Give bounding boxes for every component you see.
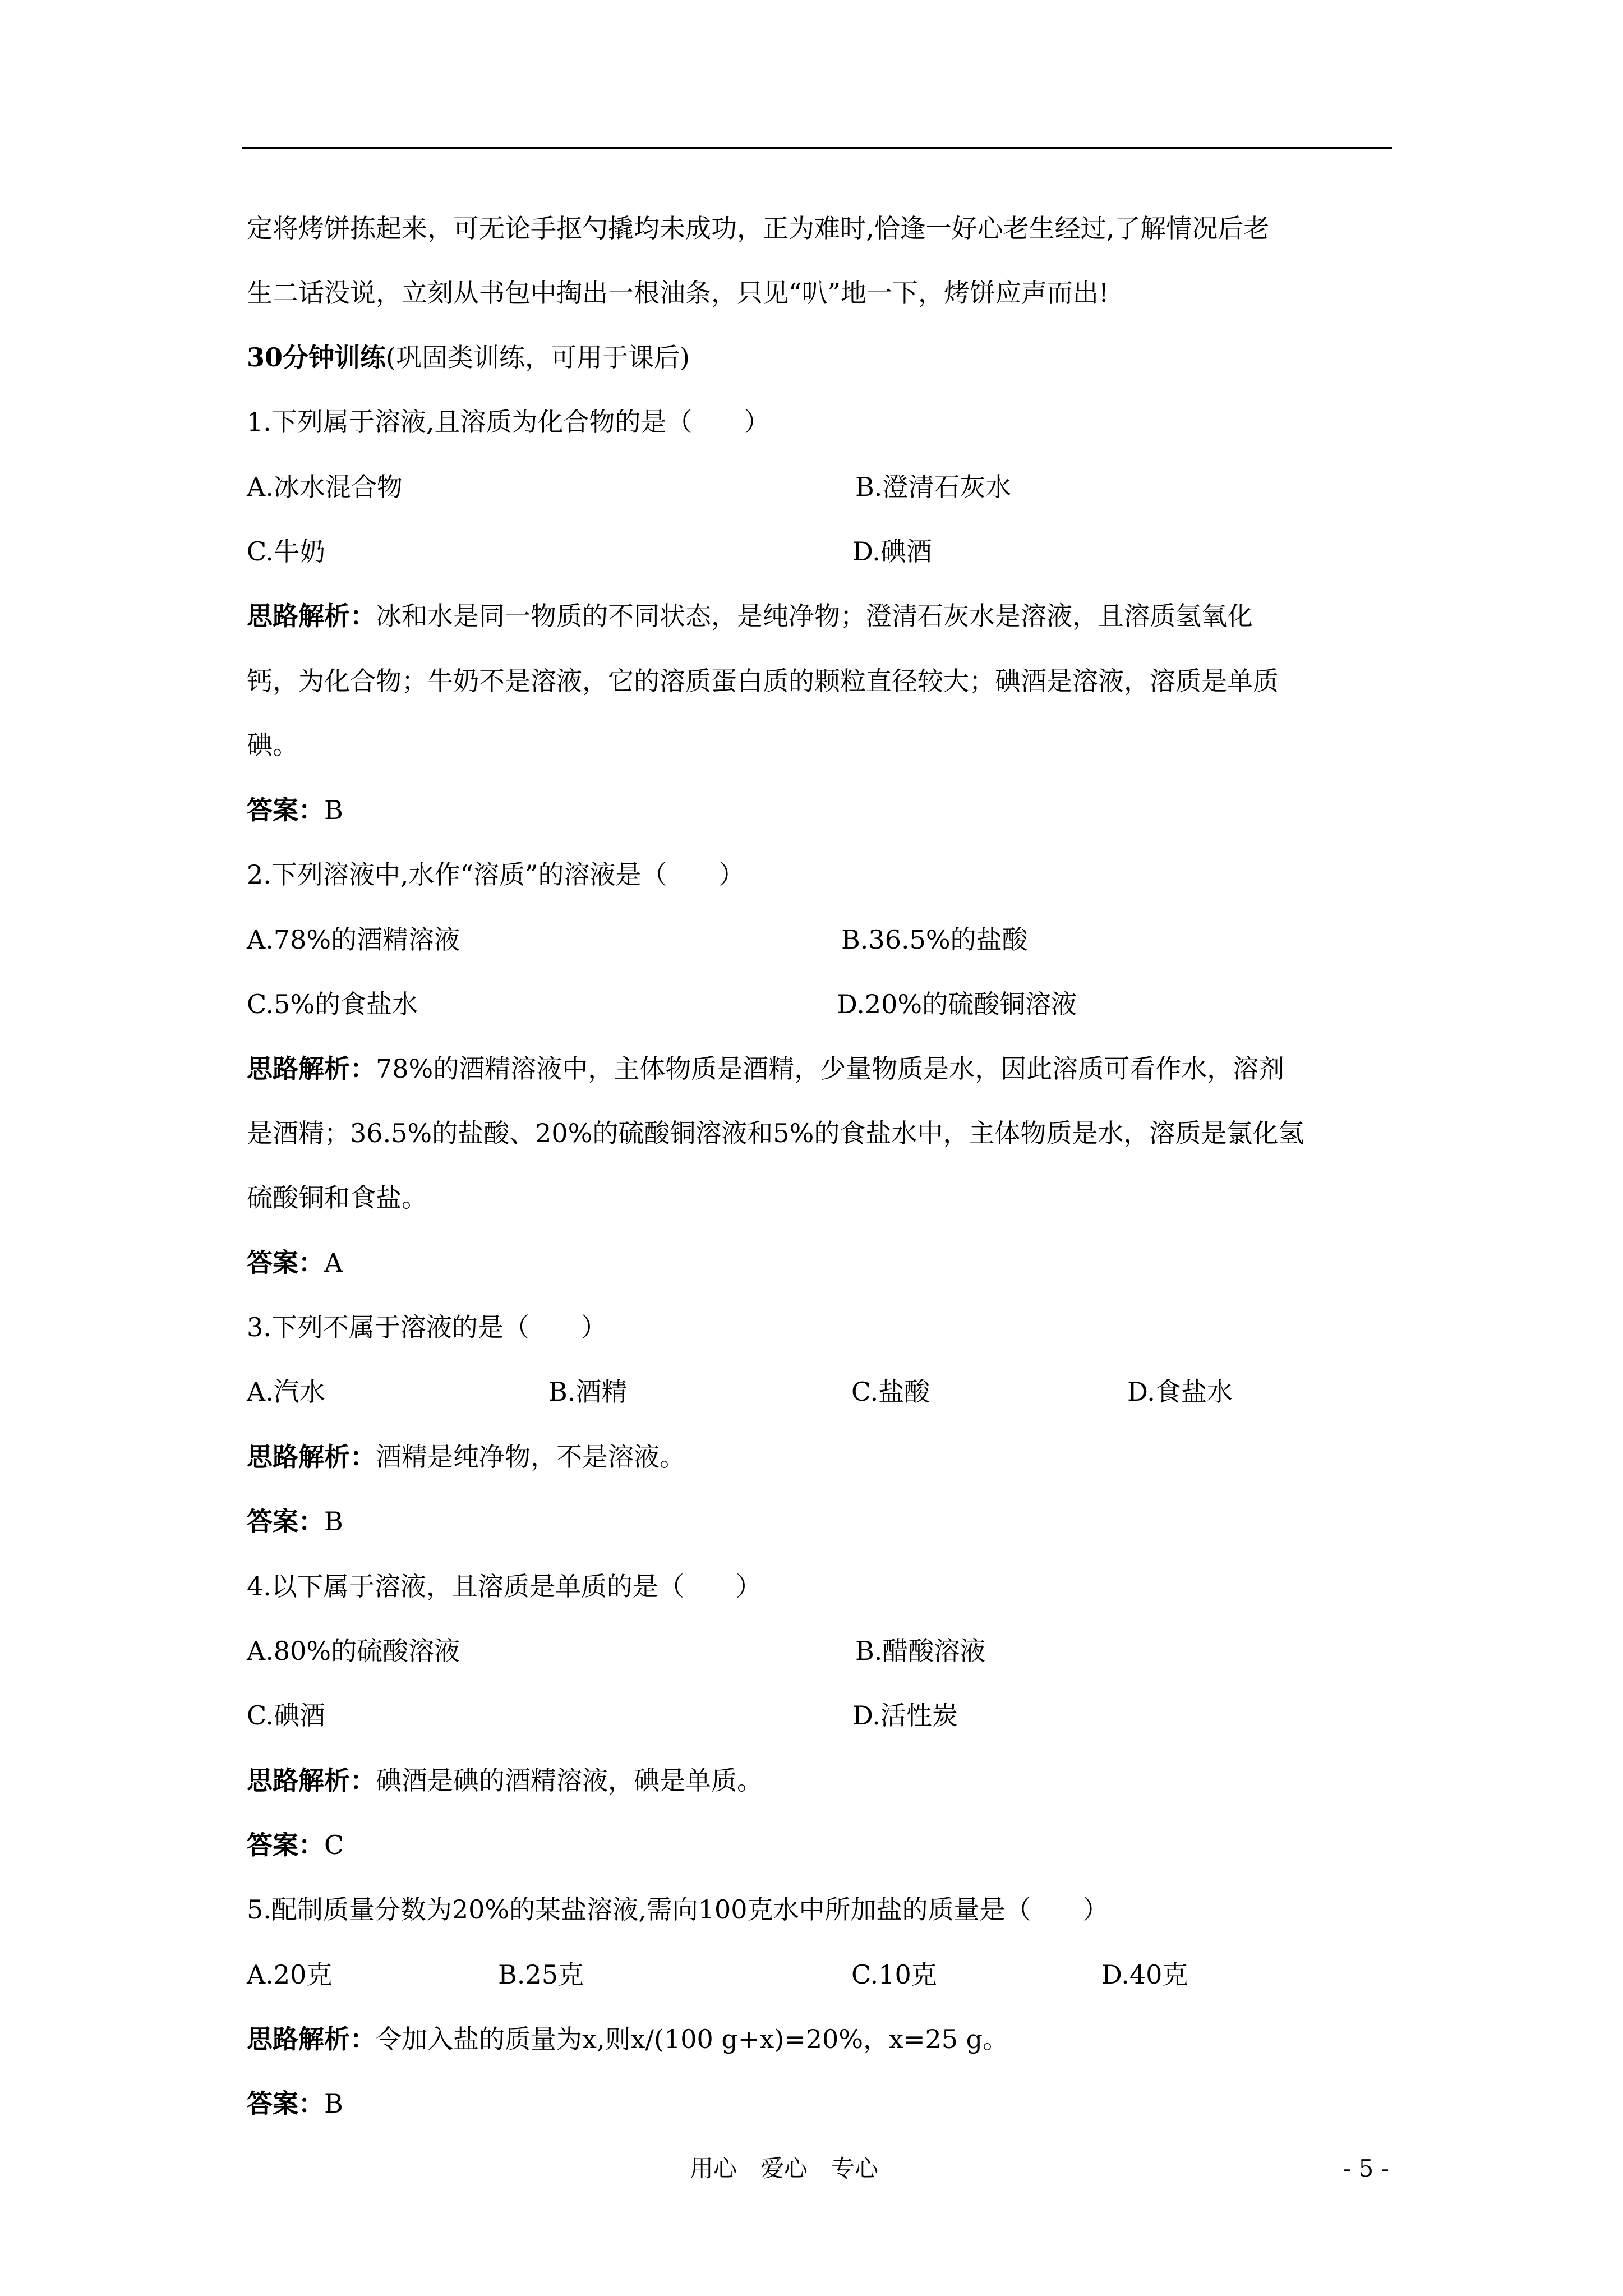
option: A.20克: [247, 1959, 333, 1990]
analysis-label: 思路解析：: [247, 1053, 376, 1084]
answer-label: 答案：: [247, 1248, 324, 1278]
option: A.78%的酒精溶液: [247, 924, 460, 955]
question-stem: 4.以下属于溶液，且溶质是单质的是（ ）: [247, 1571, 762, 1602]
option: B.36.5%的盐酸: [841, 924, 1028, 955]
option: B.25克: [498, 1959, 584, 1990]
section-heading: [247, 341, 690, 374]
answer-line: [247, 1828, 344, 1862]
option: C.10克: [851, 1959, 937, 1990]
page-number: - 5 -: [1343, 2155, 1389, 2182]
question-stem: 5.配制质量分数为20%的某盐溶液,需向100克水中所加盐的质量是（ ）: [247, 1894, 1109, 1925]
option: D.食盐水: [1127, 1377, 1233, 1407]
text-line: 生二话没说，立刻从书包中掏出一根油条，只见“叭”地一下，烤饼应声而出!: [247, 278, 1109, 308]
option: A.80%的硫酸溶液: [247, 1636, 460, 1666]
answer-value: B: [324, 1506, 343, 1536]
option: A.汽水: [247, 1377, 325, 1407]
option: C.碘酒: [247, 1700, 326, 1731]
analysis-line: 思路解析：酒精是纯净物，不是溶液。: [247, 1442, 685, 1472]
analysis-line: 思路解析：令加入盐的质量为x,则x/(100 g+x)=20%，x=25 g。: [247, 2024, 1009, 2054]
analysis-line: 思路解析：冰和水是同一物质的不同状态，是纯净物；澄清石灰水是溶液，且溶质氢氧化: [247, 601, 1253, 631]
answer-line: [247, 1504, 343, 1538]
answer-value: C: [324, 1830, 344, 1860]
option: A.冰水混合物: [247, 472, 403, 502]
option: D.碘酒: [852, 536, 932, 567]
option: C.盐酸: [851, 1377, 930, 1407]
text-line: 定将烤饼拣起来，可无论手抠勺撬均未成功，正为难时,恰逢一好心老生经过,了解情况后老: [247, 213, 1270, 243]
option: D.40克: [1101, 1959, 1188, 1990]
section-subtitle: (巩固类训练，可用于课后): [386, 342, 690, 372]
option: C.牛奶: [247, 536, 326, 567]
option: D.活性炭: [852, 1700, 958, 1731]
analysis-line: 碘。: [247, 730, 298, 760]
answer-label: 答案：: [247, 795, 324, 825]
footer-motto: 用心 爱心 专心: [690, 2155, 879, 2182]
option: D.20%的硫酸铜溶液: [837, 989, 1077, 1019]
answer-value: A: [324, 1248, 343, 1278]
analysis-line: 思路解析：78%的酒精溶液中，主体物质是酒精，少量物质是水，因此溶质可看作水，溶剂: [247, 1053, 1285, 1084]
analysis-line: 硫酸铜和食盐。: [247, 1182, 427, 1213]
header-rule: [242, 147, 1392, 149]
analysis-line: 思路解析：碘酒是碘的酒精溶液，碘是单质。: [247, 1765, 763, 1796]
answer-line: [247, 1246, 343, 1280]
answer-value: B: [324, 2088, 343, 2119]
analysis-label: 思路解析：: [247, 1765, 376, 1796]
section-title: 30分钟训练: [247, 342, 386, 372]
option: B.酒精: [548, 1377, 628, 1407]
option: C.5%的食盐水: [247, 989, 418, 1019]
question-stem: 2.下列溶液中,水作“溶质”的溶液是（ ）: [247, 859, 745, 890]
analysis-line: 是酒精；36.5%的盐酸、20%的硫酸铜溶液和5%的食盐水中，主体物质是水，溶质是氯化氢: [247, 1118, 1304, 1148]
question-stem: 1.下列属于溶液,且溶质为化合物的是（ ）: [247, 407, 770, 437]
analysis-label: 思路解析：: [247, 601, 376, 631]
answer-label: 答案：: [247, 2088, 324, 2119]
answer-label: 答案：: [247, 1830, 324, 1860]
analysis-label: 思路解析：: [247, 1442, 376, 1472]
answer-label: 答案：: [247, 1506, 324, 1536]
analysis-label: 思路解析：: [247, 2024, 376, 2054]
answer-line: [247, 2087, 343, 2120]
answer-line: [247, 793, 343, 827]
answer-value: B: [324, 795, 343, 825]
question-stem: 3.下列不属于溶液的是（ ）: [247, 1312, 607, 1342]
option: B.澄清石灰水: [855, 472, 1012, 502]
analysis-line: 钙，为化合物；牛奶不是溶液，它的溶质蛋白质的颗粒直径较大；碘酒是溶液，溶质是单质: [247, 666, 1279, 696]
option: B.醋酸溶液: [855, 1636, 986, 1666]
